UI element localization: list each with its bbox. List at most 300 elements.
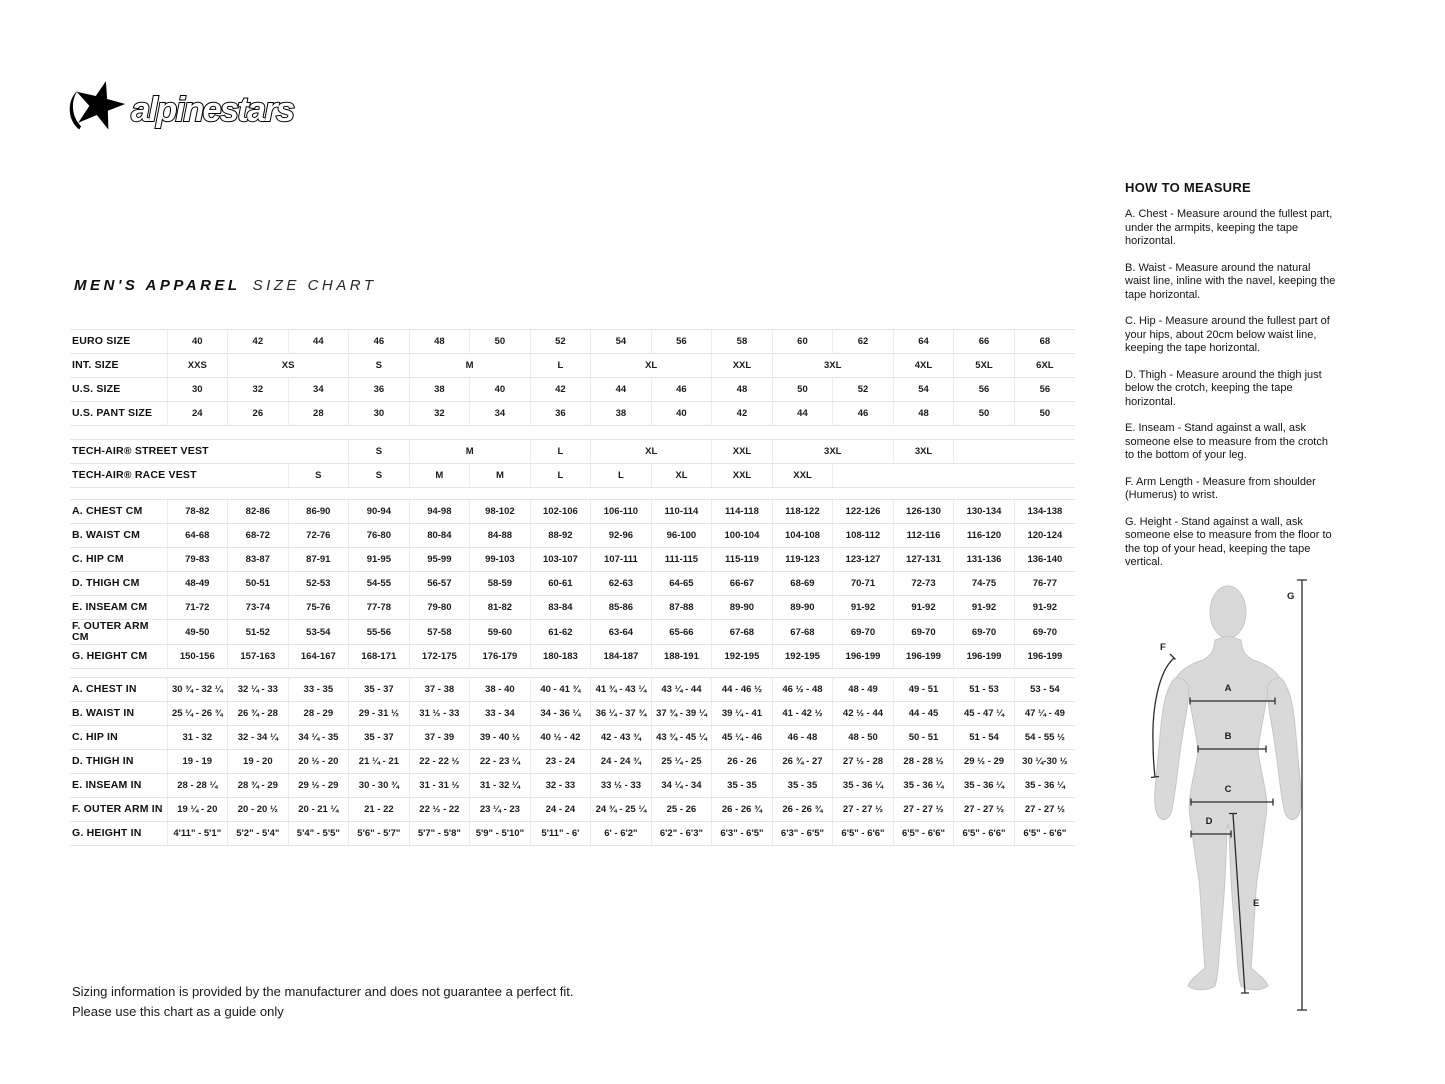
size-cell: 5'9" - 5'10" (470, 822, 531, 846)
label-height: G (1287, 591, 1295, 602)
size-cell: 56 (954, 378, 1015, 402)
size-cell: 150-156 (167, 645, 228, 669)
size-cell: XL (651, 464, 712, 488)
size-cell: 53-54 (288, 620, 349, 645)
size-cell: 46 (833, 402, 894, 426)
size-cell: 168-171 (349, 645, 410, 669)
size-cell: 119-123 (772, 548, 833, 572)
size-cell: 52 (833, 378, 894, 402)
size-cell: L (530, 440, 591, 464)
size-cell: 6'5" - 6'6" (893, 822, 954, 846)
size-cell: 84-88 (470, 524, 531, 548)
size-cell: XL (591, 440, 712, 464)
size-cell: 22 ½ - 22 (409, 798, 470, 822)
body-measurement-figure (1138, 570, 1445, 1030)
size-cell: 111-115 (651, 548, 712, 572)
size-cell: 35 - 36 ¼ (833, 774, 894, 798)
row-label: INT. SIZE (70, 354, 167, 378)
size-cell: 50-51 (228, 572, 289, 596)
size-cell: 43 ¼ - 44 (651, 678, 712, 702)
size-cell: 34 - 36 ¼ (530, 702, 591, 726)
size-cell: 130-134 (954, 500, 1015, 524)
table-row (70, 798, 1075, 822)
size-cell: 76-77 (1014, 572, 1075, 596)
size-cell: 86-90 (288, 500, 349, 524)
size-cell: 48 - 49 (833, 678, 894, 702)
size-cell: 32 - 34 ¼ (228, 726, 289, 750)
size-cell: 73-74 (228, 596, 289, 620)
size-cell: 48 (893, 402, 954, 426)
size-cell: 64 (893, 330, 954, 354)
size-cell: L (530, 464, 591, 488)
label-hip: C (1224, 784, 1232, 795)
size-cell: 76-80 (349, 524, 410, 548)
size-cell: 81-82 (470, 596, 531, 620)
size-table-group-0 (70, 329, 1075, 426)
size-cell: 65-66 (651, 620, 712, 645)
size-cell: 60 (772, 330, 833, 354)
how-to-measure-heading: HOW TO MEASURE (1125, 180, 1252, 195)
size-cell: 88-92 (530, 524, 591, 548)
size-cell: 31 ½ - 33 (409, 702, 470, 726)
size-cell: 50 (470, 330, 531, 354)
table-row (70, 548, 1075, 572)
size-cell: 6'2" - 6'3" (651, 822, 712, 846)
size-cell: 87-91 (288, 548, 349, 572)
table-row (70, 750, 1075, 774)
size-cell: 30 (349, 402, 410, 426)
size-cell: 103-107 (530, 548, 591, 572)
size-cell: 110-114 (651, 500, 712, 524)
size-cell: 69-70 (833, 620, 894, 645)
size-cell: 6XL (1014, 354, 1075, 378)
size-cell: 27 ½ - 28 (833, 750, 894, 774)
size-cell: 164-167 (288, 645, 349, 669)
size-cell: 6'5" - 6'6" (954, 822, 1015, 846)
size-cell: 34 ¼ - 34 (651, 774, 712, 798)
size-cell: 26 (228, 402, 289, 426)
size-cell: 19 - 19 (167, 750, 228, 774)
size-cell: XXS (167, 354, 228, 378)
size-cell: 46 - 48 (772, 726, 833, 750)
size-cell: 91-92 (954, 596, 1015, 620)
table-row (70, 354, 1075, 378)
size-cell: 36 (349, 378, 410, 402)
table-row (70, 702, 1075, 726)
size-cell: 60-61 (530, 572, 591, 596)
size-cell: L (530, 354, 591, 378)
size-cell: 196-199 (893, 645, 954, 669)
size-cell: M (409, 464, 470, 488)
size-cell: 94-98 (409, 500, 470, 524)
size-cell: 25 ¼ - 25 (651, 750, 712, 774)
size-cell: 55-56 (349, 620, 410, 645)
size-cell: 6'5" - 6'6" (833, 822, 894, 846)
size-cell: 35 - 37 (349, 726, 410, 750)
table-row (70, 620, 1075, 645)
size-cell: 24 (167, 402, 228, 426)
size-cell: 46 (651, 378, 712, 402)
size-cell: 196-199 (833, 645, 894, 669)
size-cell: 136-140 (1014, 548, 1075, 572)
size-cell: 42 (530, 378, 591, 402)
table-row (70, 524, 1075, 548)
size-cell: 75-76 (288, 596, 349, 620)
size-cell: 19 ¼ - 20 (167, 798, 228, 822)
size-cell: S (288, 464, 349, 488)
size-cell: 5'2" - 5'4" (228, 822, 289, 846)
title-main: MEN'S APPAREL (74, 277, 241, 294)
row-label: F. OUTER ARM IN (70, 798, 167, 822)
size-cell: 40 (167, 330, 228, 354)
size-cell: 26 ¾ - 28 (228, 702, 289, 726)
size-cell: 62-63 (591, 572, 652, 596)
size-cell: 26 - 26 ¾ (712, 798, 773, 822)
size-cell: 91-92 (1014, 596, 1075, 620)
label-inseam: E (1253, 898, 1260, 909)
size-cell: 95-99 (409, 548, 470, 572)
label-arm: F (1160, 642, 1166, 653)
size-cell: 23 ¼ - 23 (470, 798, 531, 822)
measure-instruction: C. Hip - Measure around the fullest part of your hips, about 20cm below waist line, keeping the tape horizontal. (1125, 315, 1330, 354)
size-cell: 70-71 (833, 572, 894, 596)
size-cell: 79-83 (167, 548, 228, 572)
size-cell: 5'11" - 6' (530, 822, 591, 846)
size-cell: 52-53 (288, 572, 349, 596)
label-chest: A (1224, 683, 1232, 694)
size-cell: 92-96 (591, 524, 652, 548)
size-cell: 196-199 (954, 645, 1015, 669)
size-cell: 3XL (772, 354, 893, 378)
size-cell: 83-87 (228, 548, 289, 572)
size-cell: 25 ¼ - 26 ¾ (167, 702, 228, 726)
size-cell: 107-111 (591, 548, 652, 572)
row-label: A. CHEST CM (70, 500, 167, 524)
size-cell: 31 - 31 ½ (409, 774, 470, 798)
size-cell: 112-116 (893, 524, 954, 548)
row-label: B. WAIST CM (70, 524, 167, 548)
size-cell: 34 (288, 378, 349, 402)
table-row (70, 402, 1075, 426)
size-cell: XS (228, 354, 349, 378)
size-cell: 126-130 (893, 500, 954, 524)
size-cell: 26 - 26 (712, 750, 773, 774)
size-cell: 4'11" - 5'1" (167, 822, 228, 846)
size-cell: 5'6" - 5'7" (349, 822, 410, 846)
size-cell: S (349, 440, 410, 464)
size-cell: 35 - 35 (772, 774, 833, 798)
table-row (70, 330, 1075, 354)
size-cell: 48 - 50 (833, 726, 894, 750)
row-label: TECH-AIR® STREET VEST (70, 440, 349, 464)
size-cell: 100-104 (712, 524, 773, 548)
size-cell: 29 - 31 ½ (349, 702, 410, 726)
size-cell: 54 (591, 330, 652, 354)
size-cell: 72-73 (893, 572, 954, 596)
row-label: C. HIP CM (70, 548, 167, 572)
size-cell: 192-195 (712, 645, 773, 669)
size-cell: 37 ¾ - 39 ¼ (651, 702, 712, 726)
size-cell: 44 - 45 (893, 702, 954, 726)
row-label: C. HIP IN (70, 726, 167, 750)
size-cell: 6'5" - 6'6" (1014, 822, 1075, 846)
size-cell: 3XL (772, 440, 893, 464)
row-label: U.S. PANT SIZE (70, 402, 167, 426)
size-cell: 48-49 (167, 572, 228, 596)
size-cell: 30 ¾ - 32 ¼ (167, 678, 228, 702)
size-cell: L (591, 464, 652, 488)
size-cell: 104-108 (772, 524, 833, 548)
size-cell: 40 (470, 378, 531, 402)
measure-instruction: G. Height - Stand against a wall, ask someone else to measure from the floor to the top of your head, keeping the tape vertical. (1125, 515, 1332, 568)
row-label: U.S. SIZE (70, 378, 167, 402)
size-cell: 85-86 (591, 596, 652, 620)
size-cell: 42 (228, 330, 289, 354)
size-cell: 39 ¼ - 41 (712, 702, 773, 726)
size-cell: 57-58 (409, 620, 470, 645)
size-cell: 46 (349, 330, 410, 354)
size-cell: 44 (288, 330, 349, 354)
size-cell: 6'3" - 6'5" (772, 822, 833, 846)
table-row (70, 822, 1075, 846)
table-row (70, 774, 1075, 798)
size-table-group-3 (70, 677, 1075, 846)
measure-instruction: E. Inseam - Stand against a wall, ask someone else to measure from the crotch to the bottom of your leg. (1125, 422, 1328, 461)
size-cell: 192-195 (772, 645, 833, 669)
size-cell: 157-163 (228, 645, 289, 669)
size-cell: 28 (288, 402, 349, 426)
size-cell: 33 ½ - 33 (591, 774, 652, 798)
size-cell: XXL (712, 354, 773, 378)
size-cell: 188-191 (651, 645, 712, 669)
size-cell: 68-72 (228, 524, 289, 548)
size-cell: 29 ½ - 29 (288, 774, 349, 798)
size-cell: 87-88 (651, 596, 712, 620)
table-row (70, 500, 1075, 524)
size-cell: 102-106 (530, 500, 591, 524)
size-cell: 38 (591, 402, 652, 426)
page-title (74, 277, 376, 294)
size-cell: 49 - 51 (893, 678, 954, 702)
size-cell: 50 - 51 (893, 726, 954, 750)
size-cell: 67-68 (772, 620, 833, 645)
size-cell: 58-59 (470, 572, 531, 596)
size-cell: 63-64 (591, 620, 652, 645)
size-cell: 79-80 (409, 596, 470, 620)
size-cell: 22 - 22 ½ (409, 750, 470, 774)
size-cell: 40 (651, 402, 712, 426)
size-cell: 44 - 46 ½ (712, 678, 773, 702)
empty-cell (954, 440, 1075, 464)
size-cell: 42 (712, 402, 773, 426)
size-cell: 90-94 (349, 500, 410, 524)
size-cell: XXL (772, 464, 833, 488)
size-cell: 34 (470, 402, 531, 426)
size-cell: 27 - 27 ½ (954, 798, 1015, 822)
size-cell: 45 - 47 ¼ (954, 702, 1015, 726)
size-cell: 196-199 (1014, 645, 1075, 669)
size-cell: 47 ¼ - 49 (1014, 702, 1075, 726)
table-row (70, 440, 1075, 464)
size-cell: 41 - 42 ½ (772, 702, 833, 726)
size-cell: M (409, 354, 530, 378)
size-cell: 32 (228, 378, 289, 402)
table-row (70, 726, 1075, 750)
size-cell: 28 - 29 (288, 702, 349, 726)
size-cell: 108-112 (833, 524, 894, 548)
size-cell: 52 (530, 330, 591, 354)
size-cell: 21 - 22 (349, 798, 410, 822)
size-cell: 4XL (893, 354, 954, 378)
size-cell: 40 - 41 ¾ (530, 678, 591, 702)
size-cell: 51 - 53 (954, 678, 1015, 702)
size-cell: 36 (530, 402, 591, 426)
size-cell: M (470, 464, 531, 488)
size-cell: 24 ¾ - 25 ¼ (591, 798, 652, 822)
size-cell: 131-136 (954, 548, 1015, 572)
size-cell: 71-72 (167, 596, 228, 620)
size-cell: 106-110 (591, 500, 652, 524)
size-cell: 64-68 (167, 524, 228, 548)
how-to-measure-list (1125, 208, 1337, 570)
size-cell: 91-92 (893, 596, 954, 620)
size-cell: 51-52 (228, 620, 289, 645)
size-cell: 115-119 (712, 548, 773, 572)
size-cell: S (349, 464, 410, 488)
table-row (70, 572, 1075, 596)
row-label: E. INSEAM CM (70, 596, 167, 620)
size-cell: 28 - 28 ½ (893, 750, 954, 774)
size-cell: 37 - 39 (409, 726, 470, 750)
row-label: D. THIGH CM (70, 572, 167, 596)
size-cell: 21 ¼ - 21 (349, 750, 410, 774)
size-cell: 66-67 (712, 572, 773, 596)
size-cell: 35 - 36 ¼ (954, 774, 1015, 798)
size-cell: 20 - 20 ½ (228, 798, 289, 822)
size-cell: 49-50 (167, 620, 228, 645)
size-cell: 56 (1014, 378, 1075, 402)
size-cell: 56 (651, 330, 712, 354)
disclaimer-line-2: Please use this chart as a guide only (72, 1004, 284, 1019)
empty-cell (833, 464, 1075, 488)
size-cell: 184-187 (591, 645, 652, 669)
table-row (70, 596, 1075, 620)
size-cell: 134-138 (1014, 500, 1075, 524)
size-cell: 25 - 26 (651, 798, 712, 822)
size-cell: 38 (409, 378, 470, 402)
size-cell: 35 - 36 ¼ (1014, 774, 1075, 798)
logo-wordmark: alpinestars (131, 91, 294, 130)
table-row (70, 678, 1075, 702)
size-cell: 59-60 (470, 620, 531, 645)
size-cell: 58 (712, 330, 773, 354)
row-label: TECH-AIR® RACE VEST (70, 464, 288, 488)
size-cell: 42 - 43 ¾ (591, 726, 652, 750)
size-cell: 62 (833, 330, 894, 354)
size-cell: 41 ¾ - 43 ¼ (591, 678, 652, 702)
size-cell: 27 - 27 ½ (833, 798, 894, 822)
size-cell: 50 (772, 378, 833, 402)
size-cell: 98-102 (470, 500, 531, 524)
size-cell: 48 (409, 330, 470, 354)
size-cell: 96-100 (651, 524, 712, 548)
size-cell: 36 ¼ - 37 ¾ (591, 702, 652, 726)
size-cell: 27 - 27 ½ (893, 798, 954, 822)
size-cell: 99-103 (470, 548, 531, 572)
row-label: F. OUTER ARM CM (70, 620, 167, 645)
measure-instruction: A. Chest - Measure around the fullest part, under the armpits, keeping the tape horizontal. (1125, 208, 1333, 247)
measure-instruction: F. Arm Length - Measure from shoulder (Humerus) to wrist. (1125, 475, 1316, 501)
size-cell: 6'3" - 6'5" (712, 822, 773, 846)
size-cell: 46 ½ - 48 (772, 678, 833, 702)
size-cell: 31 - 32 (167, 726, 228, 750)
size-cell: 32 ¼ - 33 (228, 678, 289, 702)
size-cell: 91-92 (833, 596, 894, 620)
size-cell: 66 (954, 330, 1015, 354)
size-cell: M (409, 440, 530, 464)
size-cell: 72-76 (288, 524, 349, 548)
size-cell: 122-126 (833, 500, 894, 524)
size-cell: 172-175 (409, 645, 470, 669)
disclaimer-line-1: Sizing information is provided by the manufacturer and does not guarantee a perfect fit. (72, 984, 574, 999)
size-cell: 33 - 35 (288, 678, 349, 702)
size-table-group-1 (70, 439, 1075, 488)
size-cell: 37 - 38 (409, 678, 470, 702)
size-cell: 83-84 (530, 596, 591, 620)
size-cell: 23 - 24 (530, 750, 591, 774)
size-table-group-2 (70, 499, 1075, 669)
size-cell: 51 - 54 (954, 726, 1015, 750)
size-cell: 24 - 24 (530, 798, 591, 822)
row-label: G. HEIGHT CM (70, 645, 167, 669)
size-cell: 89-90 (772, 596, 833, 620)
size-cell: 68-69 (772, 572, 833, 596)
size-cell: 43 ¾ - 45 ¼ (651, 726, 712, 750)
row-label: B. WAIST IN (70, 702, 167, 726)
measure-instruction: B. Waist - Measure around the natural waist line, inline with the navel, keeping the tape horizontal. (1125, 261, 1336, 301)
size-cell: 45 ¼ - 46 (712, 726, 773, 750)
size-cell: 38 - 40 (470, 678, 531, 702)
measure-instruction: D. Thigh - Measure around the thigh just below the crotch, keeping the tape horizontal. (1125, 368, 1322, 408)
size-cell: 80-84 (409, 524, 470, 548)
astar-icon (70, 81, 126, 129)
size-cell: S (349, 354, 410, 378)
size-cell: 56-57 (409, 572, 470, 596)
size-cell: 67-68 (712, 620, 773, 645)
size-cell: 34 ¼ - 35 (288, 726, 349, 750)
size-cell: 54-55 (349, 572, 410, 596)
disclaimer (72, 982, 574, 1022)
size-cell: 5'4" - 5'5" (288, 822, 349, 846)
size-cell: 31 - 32 ¼ (470, 774, 531, 798)
row-label: D. THIGH IN (70, 750, 167, 774)
size-cell: 116-120 (954, 524, 1015, 548)
size-cell: 74-75 (954, 572, 1015, 596)
size-cell: XXL (712, 440, 773, 464)
size-cell: 5XL (954, 354, 1015, 378)
size-cell: 69-70 (954, 620, 1015, 645)
size-cell: 68 (1014, 330, 1075, 354)
row-label: A. CHEST IN (70, 678, 167, 702)
size-cell: XXL (712, 464, 773, 488)
size-cell: 33 - 34 (470, 702, 531, 726)
size-cell: 114-118 (712, 500, 773, 524)
table-row (70, 464, 1075, 488)
size-cell: 29 ½ - 29 (954, 750, 1015, 774)
size-cell: 82-86 (228, 500, 289, 524)
how-to-measure-panel (1125, 180, 1337, 570)
size-cell: 64-65 (651, 572, 712, 596)
